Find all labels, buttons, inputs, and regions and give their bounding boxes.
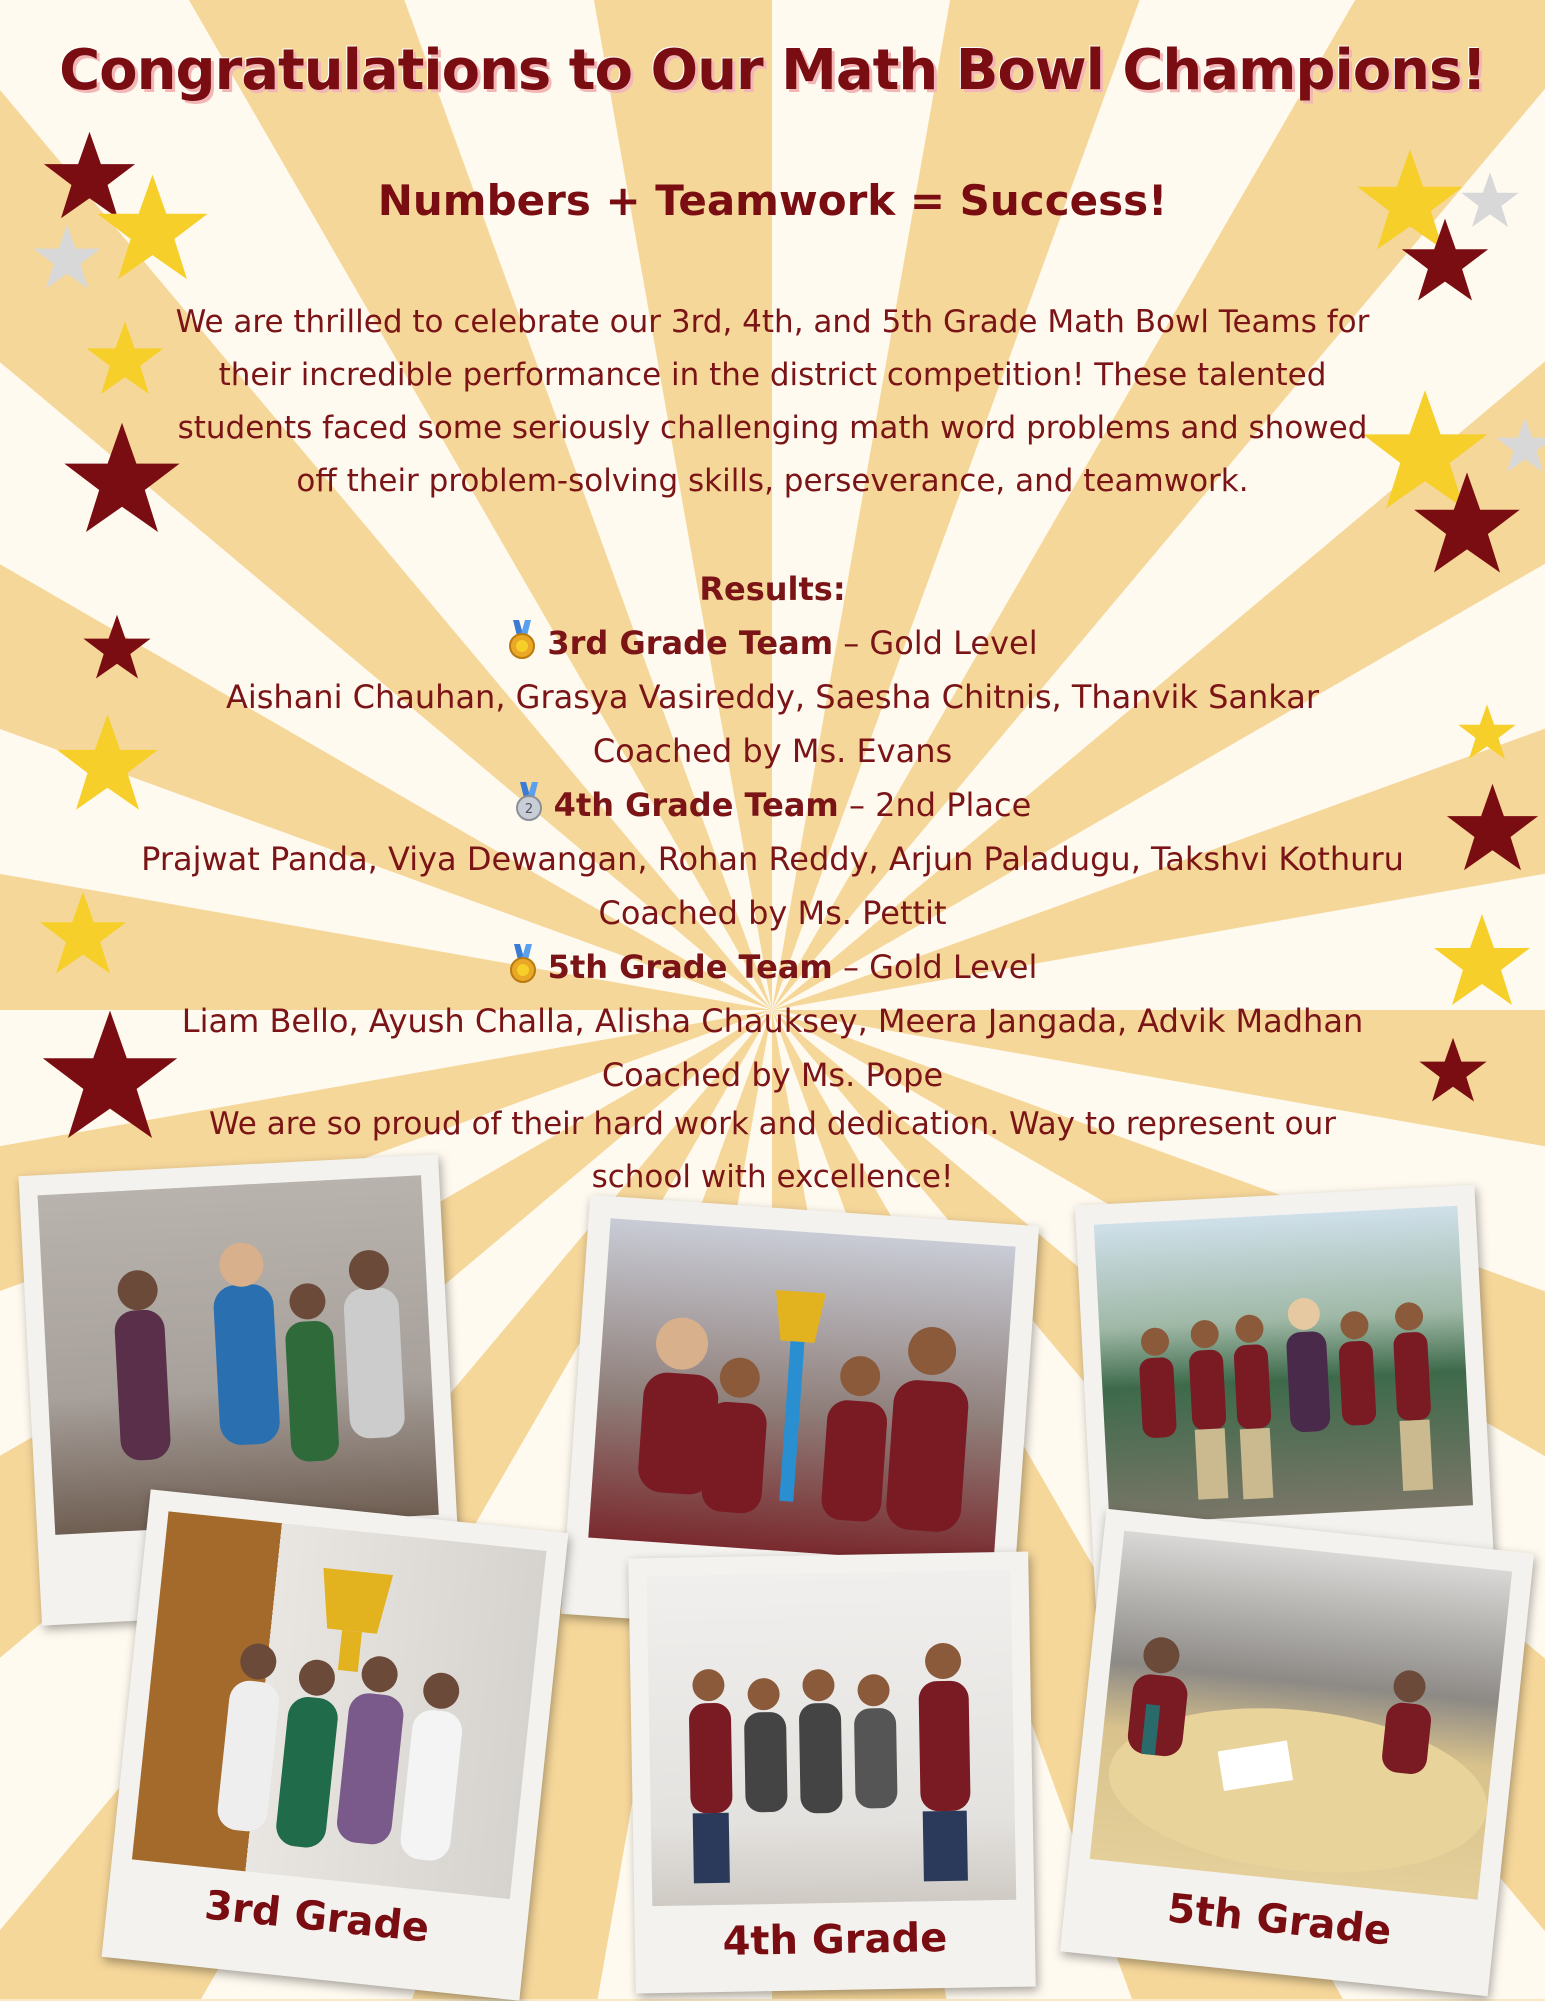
gold-medal-icon bbox=[508, 944, 538, 984]
team-award: – Gold Level bbox=[832, 948, 1038, 986]
photo-5th-grade-table bbox=[1060, 1509, 1534, 1997]
team-award: – 2nd Place bbox=[838, 786, 1032, 824]
team-name: 5th Grade Team bbox=[547, 948, 833, 986]
silver-star-icon bbox=[1495, 415, 1545, 475]
team-members: Aishani Chauhan, Grasya Vasireddy, Saesha Chitnis, Thanvik Sankar bbox=[225, 678, 1320, 716]
closing-paragraph: We are so proud of their hard work and dedication. Way to represent our school with excellence! bbox=[208, 1106, 1337, 1195]
silver-star-icon bbox=[32, 222, 102, 292]
gold-medal-icon bbox=[507, 620, 537, 660]
results-section bbox=[0, 562, 1545, 1102]
intro-paragraph: We are thrilled to celebrate our 3rd, 4th, and 5th Grade Math Bowl Teams for their incredible performance in the district competition! These talented students faced some seriously challenging math word problems and showed off their problem-solving skills, perseverance, and teamwork. bbox=[175, 304, 1370, 499]
caption-5th-grade: 5th Grade bbox=[1165, 1885, 1394, 1955]
team-members: Prajwat Panda, Viya Dewangan, Rohan Reddy, Arjun Paladugu, Takshvi Kothuru bbox=[141, 840, 1404, 878]
photo-4th-grade-group bbox=[628, 1552, 1036, 1994]
svg-text:2: 2 bbox=[524, 802, 533, 817]
page-subtitle: Numbers + Teamwork = Success! bbox=[377, 176, 1168, 225]
team-name: 3rd Grade Team bbox=[547, 624, 834, 662]
photo-3rd-grade-trophy bbox=[102, 1489, 569, 2000]
team-award: – Gold Level bbox=[833, 624, 1038, 662]
silver-medal-icon bbox=[514, 782, 544, 822]
gold-star-icon bbox=[85, 318, 165, 398]
page-title: Congratulations to Our Math Bowl Champions! bbox=[59, 38, 1486, 103]
team-4th-grade bbox=[0, 778, 1545, 832]
caption-3rd-grade: 3rd Grade bbox=[202, 1882, 432, 1952]
team-name: 4th Grade Team bbox=[553, 786, 839, 824]
team-coach: Coached by Ms. Pope bbox=[601, 1056, 944, 1094]
maroon-star-icon bbox=[1400, 215, 1490, 305]
team-coach: Coached by Ms. Evans bbox=[592, 732, 953, 770]
team-coach: Coached by Ms. Pettit bbox=[598, 894, 947, 932]
team-5th-grade bbox=[0, 940, 1545, 994]
team-3rd-grade bbox=[0, 616, 1545, 670]
caption-4th-grade: 4th Grade bbox=[722, 1915, 948, 1965]
team-members: Liam Bello, Ayush Challa, Alisha Chauksey, Meera Jangada, Advik Madhan bbox=[181, 1002, 1364, 1040]
results-heading: Results: bbox=[699, 570, 846, 608]
